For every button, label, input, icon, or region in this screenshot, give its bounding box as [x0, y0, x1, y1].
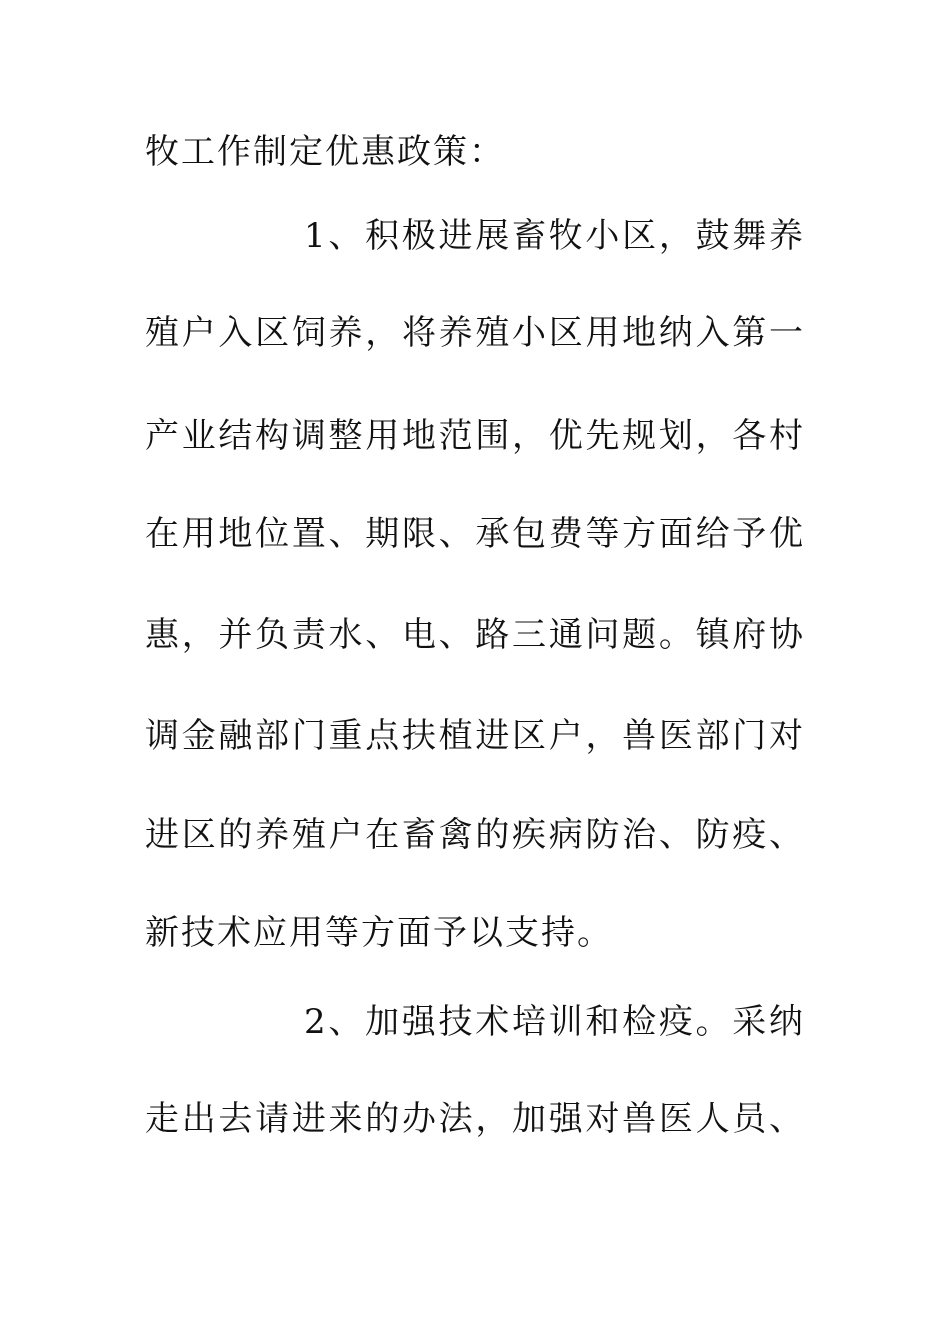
text-line-3: 殖户入区饲养，将养殖小区用地纳入第一 — [145, 313, 805, 353]
text-line-9: 新技术应用等方面予以支持。 — [145, 913, 613, 953]
text-line-1: 牧工作制定优惠政策： — [145, 132, 505, 172]
text-line-8: 进区的养殖户在畜禽的疾病防治、防疫、 — [145, 815, 805, 855]
text-line-11: 走出去请进来的办法，加强对兽医人员、 — [145, 1099, 805, 1139]
text-line-6: 惠，并负责水、电、路三通问题。镇府协 — [145, 615, 805, 655]
text-line-4: 产业结构调整用地范围，优先规划，各村 — [145, 416, 805, 456]
text-line-7: 调金融部门重点扶植进区户，兽医部门对 — [145, 716, 805, 756]
text-line-2: 1、积极进展畜牧小区，鼓舞养 — [304, 216, 805, 256]
text-line-10: 2、加强技术培训和检疫。采纳 — [304, 1002, 805, 1042]
text-line-5: 在用地位置、期限、承包费等方面给予优 — [145, 514, 805, 554]
